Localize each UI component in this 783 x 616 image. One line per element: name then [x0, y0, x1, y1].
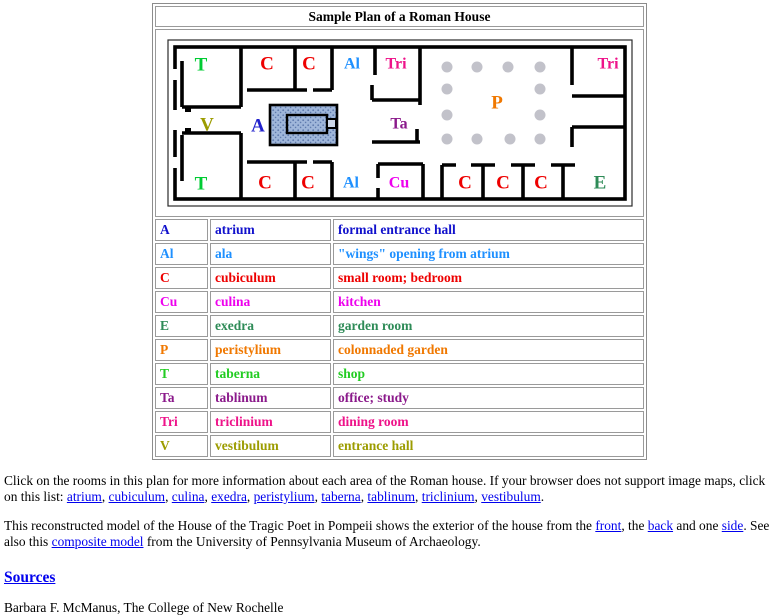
room-tablinum[interactable]: Ta: [389, 115, 408, 133]
legend-abbr: E: [155, 315, 208, 337]
link-composite-model[interactable]: composite model: [51, 534, 144, 549]
legend-abbr: Cu: [155, 291, 208, 313]
legend-latin: ala: [210, 243, 331, 265]
link-atrium[interactable]: atrium: [66, 489, 102, 504]
legend-desc: formal entrance hall: [333, 219, 644, 241]
legend-latin: triclinium: [210, 411, 331, 433]
room-cubiculum-bottom-1[interactable]: C: [257, 172, 272, 194]
text-segment: ,: [314, 489, 322, 504]
legend-desc: kitchen: [333, 291, 644, 313]
text-segment: ,: [204, 489, 212, 504]
legend-abbr: V: [155, 435, 208, 457]
link-front[interactable]: front: [595, 518, 622, 533]
page-title: Sample Plan of a Roman House: [155, 6, 644, 27]
room-atrium[interactable]: A: [250, 115, 265, 137]
legend-desc: colonnaded garden: [333, 339, 644, 361]
link-vestibulum[interactable]: vestibulum: [481, 489, 541, 504]
text-segment: ,: [360, 489, 368, 504]
text-segment: ,: [246, 489, 254, 504]
room-triclinium-mid[interactable]: Tri: [384, 55, 407, 73]
room-cubiculum-br-2[interactable]: C: [495, 172, 510, 194]
room-cubiculum-br-3[interactable]: C: [533, 172, 548, 194]
legend-abbr: P: [155, 339, 208, 361]
link-side[interactable]: side: [721, 518, 744, 533]
impluvium-drain: [327, 119, 336, 128]
text-segment: , the: [621, 518, 648, 533]
room-taberna-bottom[interactable]: T: [194, 173, 207, 195]
link-back[interactable]: back: [647, 518, 674, 533]
title-row: [155, 6, 644, 27]
text-segment: ,: [101, 489, 109, 504]
sources-heading: [4, 569, 779, 587]
room-culina[interactable]: Cu: [388, 174, 409, 192]
door-gap: [172, 157, 179, 168]
legend-latin: vestibulum: [210, 435, 331, 457]
legend-latin: exedra: [210, 315, 331, 337]
paragraph-tragic-poet: [4, 518, 779, 550]
room-taberna-top[interactable]: T: [194, 54, 207, 76]
legend-row-triclinium: [155, 411, 644, 433]
link-exedra[interactable]: exedra: [211, 489, 247, 504]
room-peristylium[interactable]: P: [490, 92, 503, 114]
room-cubiculum-br-1[interactable]: C: [457, 172, 472, 194]
link-peristylium[interactable]: peristylium: [253, 489, 315, 504]
vestibulum-entrance-gap: [172, 110, 179, 130]
text-segment: Click on the rooms in this plan for more information about each area of the Roman house. If your browser does not support image maps, click on this list:: [4, 473, 766, 504]
legend-desc: dining room: [333, 411, 644, 433]
legend-row-tablinum: [155, 387, 644, 409]
legend-row-ala: [155, 243, 644, 265]
legend-abbr: Al: [155, 243, 208, 265]
roman-house-plan-imagemap[interactable]: [167, 39, 633, 207]
legend-row-exedra: [155, 315, 644, 337]
legend-abbr: Ta: [155, 387, 208, 409]
text-segment: ,: [165, 489, 172, 504]
plan-walls-bottom-rooms: [247, 162, 575, 199]
legend-desc: small room; bedroom: [333, 267, 644, 289]
legend-row-vestibulum: [155, 435, 644, 457]
legend-abbr: T: [155, 363, 208, 385]
legend-abbr: C: [155, 267, 208, 289]
legend-desc: office; study: [333, 387, 644, 409]
room-ala-bottom[interactable]: Al: [342, 174, 359, 192]
room-exedra[interactable]: E: [593, 172, 606, 194]
plan-row: [155, 29, 644, 217]
impluvium-inner: [287, 115, 327, 133]
legend-abbr: Tri: [155, 411, 208, 433]
text-segment: ,: [474, 489, 482, 504]
door-jamb: [185, 128, 191, 133]
room-cubiculum-top-1[interactable]: C: [259, 53, 274, 75]
sources-link[interactable]: Sources: [4, 569, 56, 586]
legend-row-atrium: [155, 219, 644, 241]
text-segment: This reconstructed model of the House of the Tragic Poet in Pompeii shows the exterior of the house from the: [4, 518, 596, 533]
legend-row-culina: [155, 291, 644, 313]
text-segment: . See also this: [4, 518, 770, 549]
link-culina[interactable]: culina: [171, 489, 205, 504]
legend-desc: garden room: [333, 315, 644, 337]
legend-row-cubiculum: [155, 267, 644, 289]
legend-desc: entrance hall: [333, 435, 644, 457]
room-vestibulum[interactable]: V: [199, 114, 214, 136]
link-taberna[interactable]: taberna: [321, 489, 361, 504]
legend-desc: shop: [333, 363, 644, 385]
impluvium-pool[interactable]: [270, 105, 337, 145]
roman-house-table: [152, 3, 647, 460]
link-triclinium[interactable]: triclinium: [421, 489, 475, 504]
door-jamb: [185, 107, 191, 112]
legend-latin: cubiculum: [210, 267, 331, 289]
credit-line: Barbara F. McManus, The College of New Rochelle: [4, 600, 284, 615]
legend-latin: culina: [210, 291, 331, 313]
link-cubiculum[interactable]: cubiculum: [108, 489, 166, 504]
text-segment: from the University of Pennsylvania Museum of Archaeology.: [143, 534, 481, 549]
legend-latin: tablinum: [210, 387, 331, 409]
legend-desc: "wings" opening from atrium: [333, 243, 644, 265]
room-cubiculum-bottom-2[interactable]: C: [300, 172, 315, 194]
plan-cell: [155, 29, 644, 217]
text-segment: and one: [673, 518, 722, 533]
text-segment: ,: [415, 489, 422, 504]
room-ala-top[interactable]: Al: [343, 55, 360, 73]
paragraph-imagemap-note: [4, 473, 779, 505]
room-triclinium-right[interactable]: Tri: [596, 55, 619, 73]
legend-latin: peristylium: [210, 339, 331, 361]
door-gap: [172, 69, 179, 80]
body-text: [4, 473, 779, 616]
legend-row-taberna: [155, 363, 644, 385]
plan-image-wrap: [160, 31, 639, 215]
legend-row-peristylium: [155, 339, 644, 361]
text-segment: .: [540, 489, 545, 504]
link-tablinum[interactable]: tablinum: [367, 489, 416, 504]
legend-abbr: A: [155, 219, 208, 241]
room-cubiculum-top-2[interactable]: C: [301, 53, 316, 75]
legend-latin: atrium: [210, 219, 331, 241]
legend-latin: taberna: [210, 363, 331, 385]
